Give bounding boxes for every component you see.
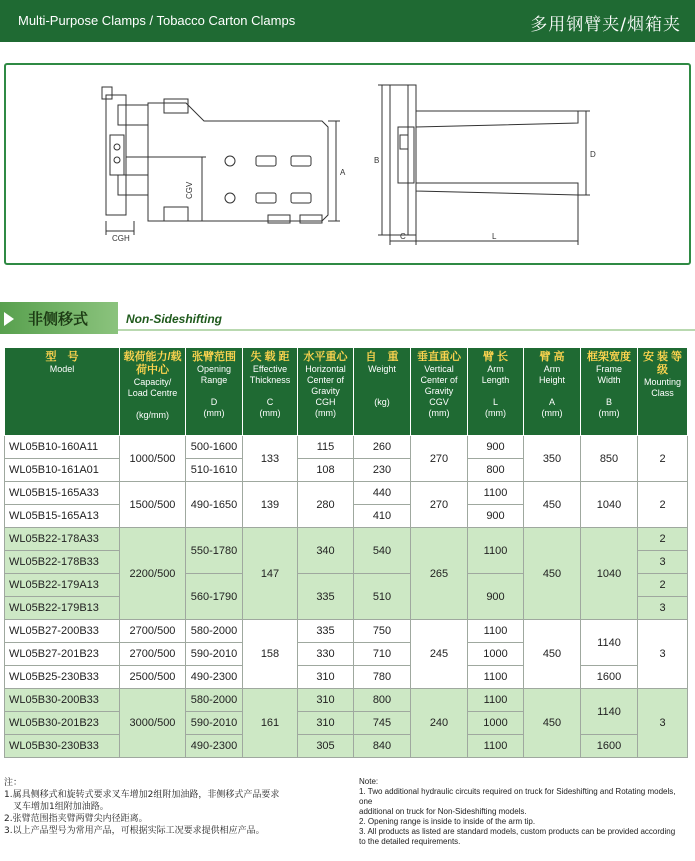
column-header-en: (mm) xyxy=(428,408,450,418)
table-cell: 1100 xyxy=(468,620,524,643)
table-cell: 2 xyxy=(638,482,688,528)
table-cell: 1100 xyxy=(468,482,524,505)
table-cell: 230 xyxy=(354,459,411,482)
column-header-zh: 框架宽度 xyxy=(587,351,631,363)
table-cell: 2500/500 xyxy=(120,666,186,689)
label-l: L xyxy=(492,232,497,241)
column-header-en: Arm xyxy=(543,364,561,374)
table-cell: 410 xyxy=(354,505,411,528)
column-header-en: Horizontal xyxy=(305,364,346,374)
column-header xyxy=(468,348,524,436)
column-header-en: (mm) xyxy=(259,408,281,418)
label-d: D xyxy=(590,150,596,159)
table-cell: WL05B30-201B23 xyxy=(5,712,120,735)
column-header-en xyxy=(121,399,184,410)
table-cell: 490-1650 xyxy=(186,482,243,528)
section-title-zh: 非侧移式 xyxy=(28,310,89,328)
table-cell: 2200/500 xyxy=(120,528,186,620)
column-header-en: Load Centre xyxy=(127,388,178,398)
column-header-en: (mm) xyxy=(485,408,506,418)
column-header-en: Length xyxy=(481,375,510,385)
section-divider xyxy=(118,329,695,331)
table-cell: 500-1600 xyxy=(186,436,243,459)
table-cell: 1100 xyxy=(468,735,524,758)
column-header-en: (mm) xyxy=(203,408,225,418)
column-header xyxy=(524,348,581,436)
label-a: A xyxy=(340,168,346,177)
table-cell: 560-1790 xyxy=(186,574,243,620)
notes-en xyxy=(359,777,689,847)
table-cell: WL05B27-201B23 xyxy=(5,643,120,666)
column-header-zh: 失 载 距 xyxy=(250,351,290,363)
column-header-en: (mm) xyxy=(598,408,620,418)
table-cell: 900 xyxy=(468,574,524,620)
spec-table xyxy=(4,347,688,758)
table-cell: 310 xyxy=(298,712,354,735)
table-row xyxy=(5,482,688,505)
note-line: 1.属具侧移式和旋转式要求叉车增加2组附加油路，非侧移式产品要求 xyxy=(4,790,280,800)
column-header-en: (kg/mm) xyxy=(136,410,169,420)
column-header-zh: 水平重心 xyxy=(303,351,348,363)
table-cell: 800 xyxy=(468,459,524,482)
column-header xyxy=(581,348,638,436)
table-cell: WL05B25-230B33 xyxy=(5,666,120,689)
column-header-en: Vertical xyxy=(424,364,454,374)
table-cell: 1100 xyxy=(468,666,524,689)
table-cell: 1040 xyxy=(581,482,638,528)
column-header-en: Arm xyxy=(487,364,504,374)
column-header-en: D xyxy=(210,397,218,407)
table-cell: 260 xyxy=(354,436,411,459)
table-cell: 2700/500 xyxy=(120,620,186,643)
table-cell: 1500/500 xyxy=(120,482,186,528)
table-cell: 840 xyxy=(354,735,411,758)
table-cell: 590-2010 xyxy=(186,643,243,666)
table-cell: 139 xyxy=(243,482,298,528)
table-cell: 490-2300 xyxy=(186,666,243,689)
table-cell: 335 xyxy=(298,574,354,620)
column-header-zh: 臂 长 xyxy=(482,351,509,363)
column-header-en: Range xyxy=(200,375,228,385)
table-cell: 1000 xyxy=(468,643,524,666)
column-header xyxy=(638,348,688,436)
column-header-en xyxy=(355,386,409,397)
column-header-en: Opening xyxy=(196,364,232,374)
table-cell: WL05B22-179B13 xyxy=(5,597,120,620)
table-cell: 270 xyxy=(411,436,468,482)
table-cell: WL05B15-165A33 xyxy=(5,482,120,505)
column-header-en: Thickness xyxy=(249,375,291,385)
table-cell: 550-1780 xyxy=(186,528,243,574)
column-header-en: Center of xyxy=(420,375,458,385)
note-line: additional on truck for Non-Sideshifting models. xyxy=(359,807,527,816)
table-cell: 161 xyxy=(243,689,298,758)
table-cell: WL05B30-200B33 xyxy=(5,689,120,712)
table-cell: 305 xyxy=(298,735,354,758)
table-cell: 1100 xyxy=(468,528,524,574)
column-header-en: A xyxy=(548,397,555,407)
column-header-en: Mounting xyxy=(643,377,682,387)
table-cell: 108 xyxy=(298,459,354,482)
table-cell: 510 xyxy=(354,574,411,620)
column-header xyxy=(411,348,468,436)
table-cell: 490-2300 xyxy=(186,735,243,758)
table-cell: 900 xyxy=(468,436,524,459)
table-cell: 350 xyxy=(524,436,581,482)
note-line: 2. Opening range is inside to inside of the arm tip. xyxy=(359,817,536,826)
notes-zh xyxy=(4,777,344,837)
column-header-zh: 安 装 等 级 xyxy=(642,351,683,376)
note-line: 3.以上产品型号为常用产品，可根据实际工况要求提供相应产品。 xyxy=(4,826,265,836)
column-header-en: Weight xyxy=(368,364,396,374)
table-cell: 1140 xyxy=(581,620,638,666)
table-cell: 440 xyxy=(354,482,411,505)
table-cell: 590-2010 xyxy=(186,712,243,735)
table-row xyxy=(5,436,688,459)
table-cell: 780 xyxy=(354,666,411,689)
column-header-en xyxy=(582,386,636,397)
table-cell: 1040 xyxy=(581,528,638,620)
note-line: Note: xyxy=(359,777,379,786)
column-header xyxy=(5,348,120,436)
table-cell: 240 xyxy=(411,689,468,758)
table-cell: 158 xyxy=(243,620,298,689)
table-row xyxy=(5,620,688,643)
section-title-en: Non-Sideshifting xyxy=(126,312,222,326)
column-header-en xyxy=(525,386,579,397)
table-cell: WL05B22-178B33 xyxy=(5,551,120,574)
table-cell: 245 xyxy=(411,620,468,689)
note-line: 1. Two additional hydraulic circuits required on truck for Sideshifting and Rotating models, one xyxy=(359,787,676,806)
triangle-marker-icon xyxy=(4,312,14,326)
header-title-zh: 多用钢臂夹/烟箱夹 xyxy=(530,15,681,35)
column-header-en: Height xyxy=(538,375,565,385)
section-tab xyxy=(0,302,118,334)
label-c: C xyxy=(400,232,406,241)
column-header-zh: 载荷能力/载荷中心 xyxy=(123,351,182,376)
table-cell: 280 xyxy=(298,482,354,528)
table-cell: 450 xyxy=(524,689,581,758)
label-b: B xyxy=(374,156,380,165)
column-header-en: Capacity/ xyxy=(133,377,172,387)
column-header-en: C xyxy=(266,397,274,407)
table-cell: 2 xyxy=(638,574,688,597)
column-header-en: CGV xyxy=(429,397,449,407)
table-cell: WL05B30-230B33 xyxy=(5,735,120,758)
table-cell: WL05B22-178A33 xyxy=(5,528,120,551)
table-cell: 330 xyxy=(298,643,354,666)
column-header-zh: 臂 高 xyxy=(539,351,565,363)
table-cell: 2 xyxy=(638,436,688,482)
table-cell: 900 xyxy=(468,505,524,528)
table-cell: 265 xyxy=(411,528,468,620)
table-cell: 133 xyxy=(243,436,298,482)
column-header-en: L xyxy=(492,397,498,407)
table-cell: 2 xyxy=(638,528,688,551)
table-cell: 750 xyxy=(354,620,411,643)
column-header-en: Class xyxy=(651,388,674,398)
table-cell: WL05B10-160A11 xyxy=(5,436,120,459)
table-cell: 147 xyxy=(243,528,298,620)
table-cell: WL05B10-161A01 xyxy=(5,459,120,482)
table-cell: 710 xyxy=(354,643,411,666)
clamp-technical-drawing xyxy=(6,65,689,263)
table-cell: 510-1610 xyxy=(186,459,243,482)
table-cell: 2700/500 xyxy=(120,643,186,666)
column-header-zh: 自 重 xyxy=(365,351,399,363)
column-header-en: B xyxy=(605,397,612,407)
table-cell: 115 xyxy=(298,436,354,459)
column-header-en xyxy=(187,386,241,397)
column-header-en xyxy=(355,375,409,386)
column-header-en: (kg) xyxy=(374,397,390,407)
column-header-en xyxy=(469,386,522,397)
table-cell: 450 xyxy=(524,528,581,620)
column-header-zh: 垂直重心 xyxy=(417,351,461,363)
table-row xyxy=(5,666,688,689)
table-cell: 1100 xyxy=(468,689,524,712)
note-line: 叉车增加1组附加油路。 xyxy=(4,802,109,812)
table-cell: WL05B22-179A13 xyxy=(5,574,120,597)
section-header xyxy=(0,302,695,336)
column-header xyxy=(186,348,243,436)
table-cell: 540 xyxy=(354,528,411,574)
column-header-en: (mm) xyxy=(315,408,336,418)
table-cell: 1140 xyxy=(581,689,638,735)
table-cell: 1000/500 xyxy=(120,436,186,482)
column-header-en: Model xyxy=(49,364,75,374)
column-header-en: Effective xyxy=(252,364,288,374)
table-cell: 340 xyxy=(298,528,354,574)
column-header-zh: 型 号 xyxy=(45,351,79,363)
column-header xyxy=(298,348,354,436)
note-line: 注： xyxy=(4,778,23,788)
table-cell: 1600 xyxy=(581,666,638,689)
table-cell: 335 xyxy=(298,620,354,643)
table-cell: 745 xyxy=(354,712,411,735)
table-row xyxy=(5,528,688,551)
note-line: to the detailed requirements. xyxy=(359,837,461,846)
table-cell: 270 xyxy=(411,482,468,528)
table-cell: 3 xyxy=(638,551,688,574)
column-header xyxy=(354,348,411,436)
table-cell: 3 xyxy=(638,689,688,758)
table-cell: 450 xyxy=(524,482,581,528)
table-row xyxy=(5,689,688,712)
column-header xyxy=(243,348,298,436)
table-cell: WL05B27-200B33 xyxy=(5,620,120,643)
label-cgv: CGV xyxy=(185,181,194,199)
column-header xyxy=(120,348,186,436)
column-header-en: Width xyxy=(597,375,621,385)
column-header-en: Frame xyxy=(595,364,622,374)
column-header-en: Gravity xyxy=(424,386,454,396)
column-header-en: CGH xyxy=(315,397,336,407)
page-header xyxy=(0,0,695,42)
table-cell: 800 xyxy=(354,689,411,712)
table-cell: 1000 xyxy=(468,712,524,735)
table-cell: WL05B15-165A13 xyxy=(5,505,120,528)
table-cell: 3 xyxy=(638,620,688,689)
technical-drawing-panel xyxy=(4,63,691,265)
table-cell: 850 xyxy=(581,436,638,482)
table-cell: 310 xyxy=(298,666,354,689)
column-header-en: (mm) xyxy=(541,408,563,418)
table-cell: 3000/500 xyxy=(120,689,186,758)
table-cell: 3 xyxy=(638,597,688,620)
column-header-en xyxy=(244,386,296,397)
column-header-zh: 张臂范围 xyxy=(192,351,236,363)
table-row xyxy=(5,735,688,758)
table-cell: 310 xyxy=(298,689,354,712)
table-cell: 450 xyxy=(524,620,581,689)
note-line: 3. All products as listed are standard models, custom products can be provided according xyxy=(359,827,676,836)
table-cell: 580-2000 xyxy=(186,620,243,643)
note-line: 2.张臂范围指夹臂两臂尖内径距离。 xyxy=(4,814,148,824)
header-title-en: Multi-Purpose Clamps / Tobacco Carton Clamps xyxy=(18,13,296,28)
column-header-en: Center of xyxy=(306,375,345,385)
table-cell: 1600 xyxy=(581,735,638,758)
table-cell: 580-2000 xyxy=(186,689,243,712)
column-header-en: Gravity xyxy=(311,386,340,396)
label-cgh: CGH xyxy=(112,234,130,243)
